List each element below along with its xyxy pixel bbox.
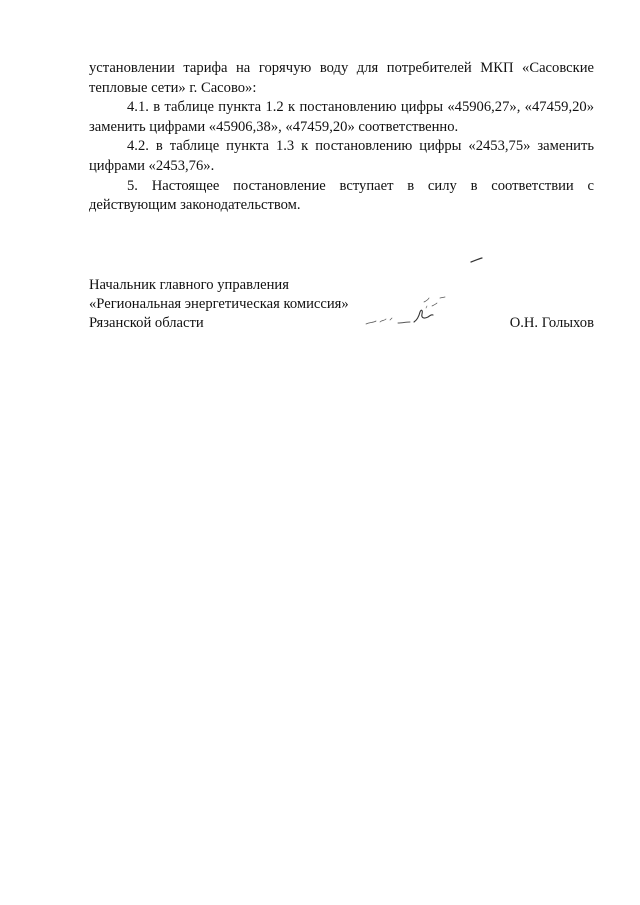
signature-block [89, 276, 594, 334]
signatory-title-line-1: Начальник главного управления [89, 277, 289, 293]
ink-mark-icon [470, 256, 484, 264]
paragraph-item-5: 5. Настоящее постановление вступает в силу в соответствии с действующим законодательством. [89, 177, 594, 214]
signatory-name: О.Н. Голыхов [509, 315, 594, 332]
document-body [89, 59, 594, 216]
paragraph-item-4-1: 4.1. в таблице пункта 1.2 к постановлению цифры «45906,27», «47459,20» заменить цифрами «45906,38», «47459,20» соответственно. [89, 99, 594, 135]
signatory-title-line-3: Рязанской области [89, 315, 204, 332]
signatory-title-line-2: «Региональная энергетическая комиссия» [89, 296, 349, 313]
paragraph-item-4-2: 4.2. в таблице пункта 1.3 к постановлению цифры «2453,75» заменить цифрами «2453,76». [89, 138, 594, 174]
handwritten-signature-icon [362, 292, 454, 332]
paragraph-intro-continuation: установлении тарифа на горячую воду для потребителей МКП «Сасовские тепловые сети» г. Сасово»: [89, 60, 594, 96]
